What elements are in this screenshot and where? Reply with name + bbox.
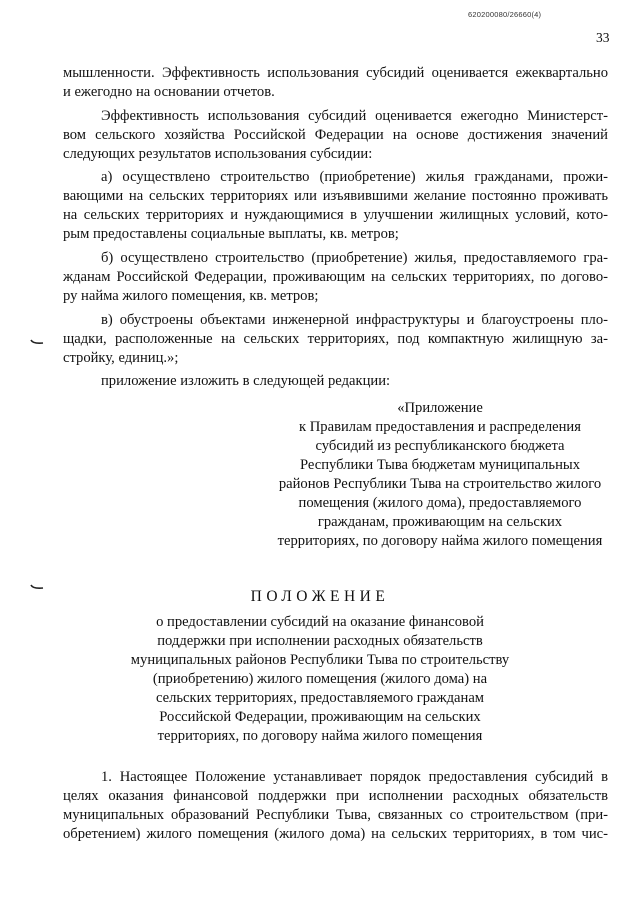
subtitle-line: муниципальных районов Республики Тыва по строительству <box>130 652 510 668</box>
margin-mark-icon <box>30 584 44 590</box>
appendix-line: Республики Тыва бюджетам муниципальных <box>299 457 580 473</box>
document-title: ПОЛОЖЕНИЕ <box>250 588 390 605</box>
subtitle-line: поддержки при исполнении расходных обязательств <box>157 633 483 649</box>
text-line: жданам Российской Федерации, проживающим на сельских территориях, по догово- <box>63 269 608 285</box>
text-line: на сельских территориях и нуждающимися в улучшении жилищных условий, кото- <box>63 207 608 223</box>
subtitle-line: (приобретению) жилого помещения (жилого дома) на <box>152 671 488 687</box>
text-line: приложение изложить в следующей редакции: <box>101 373 391 389</box>
text-line: следующих результатов использования субсидии: <box>63 146 373 162</box>
text-line: вающими на сельских территориях или изъявившими желание постоянно проживать <box>63 188 608 204</box>
appendix-line: субсидий из республиканского бюджета <box>315 438 565 454</box>
subtitle-line: территориях, по договору найма жилого помещения <box>157 728 483 744</box>
body-line: муниципальных образований Республики Тыва, связанных со строительством (при- <box>63 807 608 823</box>
appendix-line: районов Республики Тыва на строительство жилого <box>278 476 602 492</box>
appendix-line: к Правилам предоставления и распределения <box>299 419 581 435</box>
appendix-line: помещения (жилого дома), предоставляемого <box>298 495 582 511</box>
text-line: и ежегодно на основании отчетов. <box>63 84 275 100</box>
body-line: целях оказания финансовой поддержки при исполнении расходных обязательств <box>63 788 608 804</box>
text-line: стройку, единиц.»; <box>63 350 179 366</box>
appendix-line: «Приложение <box>397 400 483 416</box>
text-line: б) осуществлено строительство (приобретение) жилья, предоставляемого гра- <box>101 250 608 266</box>
subtitle-line: Российской Федерации, проживающим на сельских <box>159 709 481 725</box>
margin-mark-icon <box>30 339 44 345</box>
text-line: щадки, расположенные на сельских территориях, под компактную жилищную за- <box>63 331 608 347</box>
appendix-line: территориях, по договору найма жилого помещения <box>277 533 603 549</box>
text-line: Эффективность использования субсидий оценивается ежегодно Министерст- <box>101 108 608 124</box>
text-line: рым предоставлены социальные выплаты, кв. метров; <box>63 226 399 242</box>
text-line: в) обустроены объектами инженерной инфраструктуры и благоустроены пло- <box>101 312 608 328</box>
page-number: 33 <box>596 30 610 45</box>
text-line: ру найма жилого помещения, кв. метров; <box>63 288 319 304</box>
body-line: 1. Настоящее Положение устанавливает порядок предоставления субсидий в <box>101 769 608 785</box>
appendix-line: гражданам, проживающим на сельских <box>317 514 563 530</box>
body-line: обретением) жилого помещения (жилого дома) на сельских территориях, в том чис- <box>63 826 608 842</box>
text-line: а) осуществлено строительство (приобретение) жилья гражданами, прожи- <box>101 169 608 185</box>
subtitle-line: о предоставлении субсидий на оказание финансовой <box>156 614 484 630</box>
subtitle-line: сельских территориях, предоставляемого гражданам <box>155 690 485 706</box>
text-line: мышленности. Эффективность использования субсидий оценивается ежеквартально <box>63 65 608 81</box>
text-line: вом сельского хозяйства Российской Федерации на основе достижения значений <box>63 127 608 143</box>
doc-code: 620200080/26660(4) <box>468 10 542 19</box>
